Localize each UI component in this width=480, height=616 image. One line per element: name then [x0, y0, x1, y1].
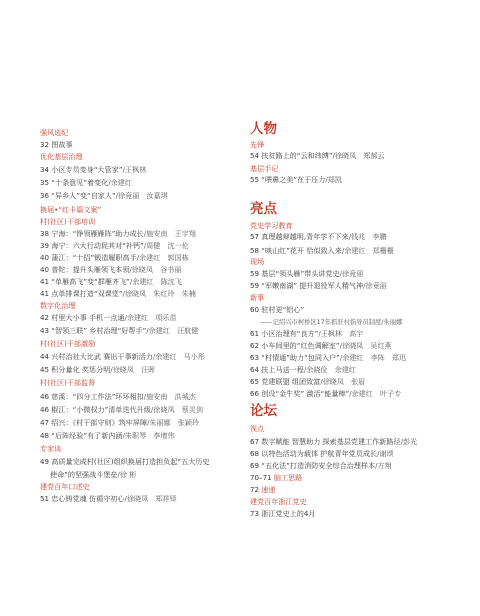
author: /余建红 郑栅栅 — [341, 246, 394, 255]
page-number: 41 — [40, 277, 50, 286]
entry-title: “村情通”助力“包同入户” — [261, 353, 340, 362]
entry-title: “十条意见”着变化 — [51, 178, 109, 187]
toc-entry — [40, 457, 209, 466]
toc-entry — [250, 353, 406, 362]
section-heading: 基层手记 — [250, 164, 279, 173]
toc-entry — [40, 253, 189, 262]
entry-title: 以特色活动为载体 护航青年党员成长 — [261, 449, 378, 458]
toc-entry — [40, 313, 177, 322]
section-heading: 强风选纪 — [40, 128, 69, 137]
author: /徐晓凤 谷书丽 — [129, 265, 182, 274]
toc-entry — [40, 277, 182, 286]
author: /徐晓凤 郑祥铎 — [124, 494, 177, 503]
section-heading: 专家谈 — [40, 444, 62, 453]
author: /徐晓凤 蔡灵剑 — [150, 405, 203, 414]
author: /彭光 — [400, 437, 418, 446]
page-number: 45 — [40, 365, 50, 374]
section-heading: 建党百年口述史 — [40, 482, 90, 491]
author: /朱职琴 李增伟 — [122, 431, 175, 440]
toc-entry — [250, 246, 394, 255]
page-number: 40 — [40, 265, 50, 274]
section-heading: 换届•“红卡篇文案” — [40, 205, 102, 214]
page-number: 38 — [40, 229, 50, 238]
toc-entry — [250, 461, 392, 470]
entry-title: 椒江：“小微权力”清单迭代升级 — [51, 405, 151, 414]
page-number: 68 — [250, 449, 260, 458]
author: /余建红 马小彤 — [152, 352, 205, 361]
page-number: 46 — [40, 392, 50, 401]
line-text: ——记绍兴市柯桥区17年抓驻村指导员制度/朱丽娜 — [260, 319, 403, 326]
page-number: 62 — [250, 341, 260, 350]
toc-entry — [250, 305, 304, 314]
entry-title: “五化法”打造消防安全综合治理样本 — [261, 461, 376, 470]
page-number: 60 — [250, 305, 260, 314]
page-number: 44 — [40, 352, 50, 361]
author: /徐竟丽 — [363, 281, 387, 290]
page-number: 67 — [250, 437, 260, 446]
section-heading: 党史学习教育 — [250, 221, 293, 230]
entry-title: 小区治理有“良方” — [261, 329, 319, 338]
entry-title: 蒲江：“十招”锻造履职高手 — [51, 253, 137, 262]
section-heading: 村(社区)干部激励 — [40, 339, 96, 348]
toc-entry — [40, 418, 199, 427]
author: /施安南 王宇翔 — [143, 229, 196, 238]
toc-entry — [40, 289, 196, 298]
entry-title: 扶上马送一程 — [261, 365, 304, 374]
entry-title: 图故事 — [51, 140, 73, 149]
entry-title: 真理越辩越明,青年学不下来 — [261, 232, 349, 241]
toc-entry — [250, 175, 342, 184]
toc-entry — [250, 473, 302, 482]
toc-entry — [40, 229, 196, 238]
toc-entry — [250, 437, 417, 446]
page-number: 35 — [40, 178, 50, 187]
entry-title: 忠心铸党魂 仿循守初心 — [51, 494, 125, 503]
entry-title: 宁海：“铮领雁雁阵”助力成长 — [51, 229, 144, 238]
toc-entry — [40, 405, 203, 414]
author: /方翔 — [375, 461, 392, 470]
toc-entry — [250, 281, 387, 290]
author: /徐晓凤 汪晖 — [110, 365, 156, 374]
section-heading: 数字化治理 — [40, 301, 76, 310]
toc-entry — [40, 265, 181, 274]
column-heading: 论坛 — [250, 403, 277, 419]
page-number: 69 — [250, 461, 260, 470]
column-heading: 人物 — [250, 121, 277, 137]
toc-entry — [250, 485, 275, 494]
entry-title: 慈溪：“四分工作法”环环相扣 — [51, 392, 144, 401]
entry-title: 海宁：六大行动促其对“补钙” — [51, 241, 144, 250]
entry-title: “后阵经验”有了新内涵 — [51, 431, 123, 440]
entry-title: “单雁高飞”变“群雁齐飞” — [51, 277, 130, 286]
author: /朱丽娜 张颖玲 — [147, 418, 200, 427]
toc-entry — [250, 329, 363, 338]
entry-title: 点单排课打造“双课堂” — [51, 289, 123, 298]
page-number: 63 — [250, 353, 260, 362]
author: /王枫林 高宇 — [318, 329, 364, 338]
author: /谢颂 — [377, 449, 394, 458]
author: /余建红 项乐苗 — [124, 313, 177, 322]
author: /余建红 叶子专 — [349, 389, 402, 398]
entry-title: 小区专员变身“大管家” — [51, 165, 123, 174]
page-number: 65 — [250, 377, 260, 386]
page-number: 51 — [40, 494, 50, 503]
toc-entry — [250, 269, 363, 278]
section-heading: 优化基层治理 — [40, 152, 83, 161]
toc-entry — [40, 494, 177, 503]
section-heading: 建党百年浙江党史 — [250, 497, 307, 506]
toc-entry — [250, 232, 387, 241]
entry-title: “喂鼻之美”在于压力 — [261, 175, 326, 184]
author: /郑凯 — [325, 175, 342, 184]
author: /施安南 洪城杰 — [143, 392, 196, 401]
author: /徐晓凤 张眉 — [320, 377, 366, 386]
toc-entry — [250, 341, 392, 350]
page-number: 49 — [40, 457, 50, 466]
entry-title: “映山红”花开 恰似致入来 — [261, 246, 342, 255]
author: /徐竟丽 — [339, 269, 364, 278]
page-number: 41 — [40, 289, 50, 298]
entry-title: “军嫩南湖” 提升退役军人精气神 — [261, 281, 364, 290]
toc-entry — [250, 377, 365, 386]
column-heading: 亮点 — [250, 201, 277, 217]
page-number: 59 — [250, 281, 260, 290]
author: /徐竟丽 汝嘉琪 — [115, 191, 168, 200]
entry-title: 绍兴：《村干部守则》筑牢屏障 — [51, 418, 148, 427]
subtitle-line — [260, 317, 402, 327]
toc-entry — [250, 151, 385, 160]
entry-title: 创设“金牛奖” 激活“能量棒” — [261, 389, 350, 398]
page-number: 40 — [40, 253, 50, 262]
author: /周健 沈一伦 — [143, 241, 189, 250]
entry-title: 高质量完成村(社区)组织换届打造担负起“五大历史 — [51, 457, 210, 466]
author: /余建红 李阵 郑迅 — [339, 353, 407, 362]
toc-entry — [40, 191, 168, 200]
entry-title: 党建联盟 组团致富 — [261, 377, 321, 386]
toc-entry — [40, 352, 205, 361]
entry-title: 基层“领头雁”带头讲党史 — [261, 269, 340, 278]
toc-entry — [40, 178, 132, 187]
entry-title: 小车间里的“红色调解室” — [261, 341, 340, 350]
page-number: 64 — [250, 365, 260, 374]
entry-title: “异乡人”变“自家人” — [51, 191, 116, 200]
line-text: 使命”的坚强战斗堡垒 — [50, 470, 118, 479]
author: /余建红 陈沈飞 — [129, 277, 182, 286]
toc-entry — [250, 389, 401, 398]
author: /王枫林 — [122, 165, 147, 174]
section-heading: 村(社区)干部培训 — [40, 217, 96, 226]
page-number: 48 — [40, 431, 50, 440]
entry-title: 兴村治社大比武 赛出干事新活力 — [51, 352, 153, 361]
page-number: 58 — [250, 246, 260, 255]
page-number: 43 — [40, 326, 50, 335]
author: /徐晓凤 吴红燕 — [339, 341, 392, 350]
toc-entry — [40, 165, 146, 174]
section-heading: 新事 — [250, 293, 265, 302]
toc-entry — [40, 431, 175, 440]
entry-title: “智领三联” 乡村治理“好帮手” — [51, 326, 147, 335]
page-number: 47 — [40, 418, 50, 427]
toc-entry — [40, 365, 155, 374]
page-number: 54 — [250, 151, 260, 160]
page-number: 57 — [250, 232, 260, 241]
entry-title: 村里大小事 手机一点通 — [51, 313, 125, 322]
entry-title: 普陀：提升头雁领飞本领 — [51, 265, 130, 274]
page-number: 73 — [250, 509, 260, 518]
toc-entry — [40, 392, 196, 401]
page-number: 42 — [40, 313, 50, 322]
toc-entry — [40, 326, 198, 335]
page-number: 66 — [250, 389, 260, 398]
page-number: 55 — [250, 175, 260, 184]
entry-title: 扶贫路上的“云和纬缚” — [261, 151, 333, 160]
toc-entry — [250, 509, 315, 518]
author: /徐 彬 — [117, 470, 137, 479]
page-number: 39 — [40, 241, 50, 250]
page-number: 34 — [40, 165, 50, 174]
toc-entry — [40, 140, 73, 149]
author: /钱兆 李鹏 — [348, 232, 387, 241]
page-number: 36 — [40, 191, 50, 200]
author: /余建红 汪航健 — [146, 326, 199, 335]
author: /余建红 — [108, 178, 132, 187]
toc-entry — [40, 241, 189, 250]
page-number: 32 — [40, 140, 50, 149]
toc-entry — [250, 365, 356, 374]
page-number: 70–71 — [250, 473, 272, 482]
entry-title: 浙江党史上的4月 — [261, 509, 316, 518]
section-heading: 村(社区)干部监督 — [40, 378, 96, 387]
entry-title: 驻村更“铝心” — [261, 305, 305, 314]
section-heading: 视点 — [250, 424, 265, 433]
page-number: 61 — [250, 329, 260, 338]
toc-entry — [250, 449, 394, 458]
section-heading: 现场 — [250, 257, 265, 266]
entry-title: 脑工思路 — [273, 473, 303, 482]
continued-title — [50, 470, 136, 479]
author: /余晓俭 余建红 — [303, 365, 356, 374]
section-heading: 先锋 — [250, 140, 265, 149]
author: /余建红 郭国栋 — [136, 253, 189, 262]
entry-title: 速递 — [261, 485, 276, 494]
page-number: 46 — [40, 405, 50, 414]
author: /徐晓凤 郑郝云 — [332, 151, 385, 160]
page-number: 59 — [250, 269, 260, 278]
entry-title: 数字赋能 智慧助力 探索基层党建工作新路径 — [261, 437, 401, 446]
page-number: 72 — [250, 485, 260, 494]
entry-title: 积分量化 奖惩分明 — [51, 365, 111, 374]
author: /徐晓凤 朱红玲 朱楠 — [122, 289, 196, 298]
